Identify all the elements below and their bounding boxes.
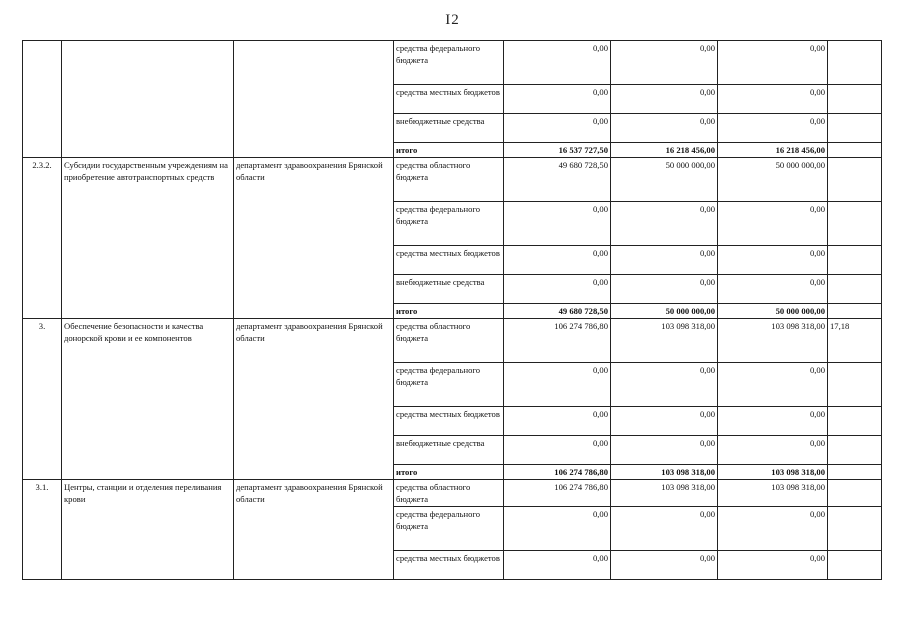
year1-amount-cell: 0,00	[504, 407, 611, 436]
program-name-cell: Обеспечение безопасности и качества донорской крови и ее компонентов	[62, 319, 234, 480]
funding-source-cell: средства местных бюджетов	[394, 551, 504, 580]
year1-amount-cell: 0,00	[504, 41, 611, 85]
extra-value-cell	[828, 85, 882, 114]
year1-amount-cell: 0,00	[504, 85, 611, 114]
year1-amount-cell: 49 680 728,50	[504, 158, 611, 202]
year3-amount-cell: 0,00	[718, 85, 828, 114]
funding-source-cell: средства федерального бюджета	[394, 507, 504, 551]
extra-value-cell: 17,18	[828, 319, 882, 363]
year1-amount-cell: 0,00	[504, 436, 611, 465]
year3-amount-cell: 0,00	[718, 114, 828, 143]
funding-source-cell: средства местных бюджетов	[394, 246, 504, 275]
extra-value-cell	[828, 202, 882, 246]
budget-table	[22, 40, 882, 580]
executor-cell: департамент здравоохранения Брянской области	[234, 319, 394, 480]
funding-source-cell: внебюджетные средства	[394, 114, 504, 143]
extra-value-cell	[828, 436, 882, 465]
year1-amount-cell: 0,00	[504, 507, 611, 551]
year1-amount-cell: 0,00	[504, 246, 611, 275]
extra-value-cell	[828, 363, 882, 407]
year2-amount-cell: 0,00	[611, 246, 718, 275]
executor-cell	[234, 41, 394, 158]
executor-cell: департамент здравоохранения Брянской области	[234, 480, 394, 580]
code-cell: 2.3.2.	[23, 158, 62, 319]
funding-source-cell: средства федерального бюджета	[394, 41, 504, 85]
year3-amount-cell: 0,00	[718, 41, 828, 85]
year1-amount-cell: 0,00	[504, 202, 611, 246]
year3-amount-cell: 103 098 318,00	[718, 480, 828, 507]
year2-amount-cell: 103 098 318,00	[611, 465, 718, 480]
extra-value-cell	[828, 158, 882, 202]
year2-amount-cell: 50 000 000,00	[611, 304, 718, 319]
year3-amount-cell: 50 000 000,00	[718, 158, 828, 202]
extra-value-cell	[828, 551, 882, 580]
year2-amount-cell: 50 000 000,00	[611, 158, 718, 202]
funding-source-cell: средства федерального бюджета	[394, 363, 504, 407]
code-cell	[23, 41, 62, 158]
code-cell: 3.1.	[23, 480, 62, 580]
table-row	[23, 480, 882, 507]
year3-amount-cell: 0,00	[718, 275, 828, 304]
funding-source-cell: внебюджетные средства	[394, 275, 504, 304]
extra-value-cell	[828, 480, 882, 507]
year3-amount-cell: 0,00	[718, 436, 828, 465]
funding-source-cell: итого	[394, 304, 504, 319]
funding-source-cell: средства областного бюджета	[394, 158, 504, 202]
program-name-cell: Центры, станции и отделения переливания крови	[62, 480, 234, 580]
year1-amount-cell: 0,00	[504, 275, 611, 304]
year3-amount-cell: 0,00	[718, 202, 828, 246]
year2-amount-cell: 0,00	[611, 507, 718, 551]
extra-value-cell	[828, 114, 882, 143]
year2-amount-cell: 103 098 318,00	[611, 319, 718, 363]
year3-amount-cell: 0,00	[718, 246, 828, 275]
year2-amount-cell: 0,00	[611, 202, 718, 246]
year1-amount-cell: 49 680 728,50	[504, 304, 611, 319]
year2-amount-cell: 0,00	[611, 275, 718, 304]
year1-amount-cell: 0,00	[504, 363, 611, 407]
executor-cell: департамент здравоохранения Брянской области	[234, 158, 394, 319]
year1-amount-cell: 16 537 727,50	[504, 143, 611, 158]
page-number: I2	[445, 12, 460, 28]
year1-amount-cell: 106 274 786,80	[504, 465, 611, 480]
year3-amount-cell: 50 000 000,00	[718, 304, 828, 319]
year1-amount-cell: 0,00	[504, 551, 611, 580]
table-row	[23, 158, 882, 202]
table-row	[23, 319, 882, 363]
funding-source-cell: итого	[394, 465, 504, 480]
funding-source-cell: внебюджетные средства	[394, 436, 504, 465]
extra-value-cell	[828, 275, 882, 304]
year2-amount-cell: 103 098 318,00	[611, 480, 718, 507]
year2-amount-cell: 0,00	[611, 407, 718, 436]
funding-source-cell: средства областного бюджета	[394, 480, 504, 507]
year3-amount-cell: 16 218 456,00	[718, 143, 828, 158]
funding-source-cell: средства местных бюджетов	[394, 407, 504, 436]
table-row	[23, 41, 882, 85]
program-name-cell	[62, 41, 234, 158]
year3-amount-cell: 103 098 318,00	[718, 465, 828, 480]
year2-amount-cell: 0,00	[611, 41, 718, 85]
funding-source-cell: итого	[394, 143, 504, 158]
funding-source-cell: средства областного бюджета	[394, 319, 504, 363]
extra-value-cell	[828, 465, 882, 480]
extra-value-cell	[828, 41, 882, 85]
year2-amount-cell: 0,00	[611, 551, 718, 580]
year3-amount-cell: 0,00	[718, 551, 828, 580]
year2-amount-cell: 0,00	[611, 85, 718, 114]
extra-value-cell	[828, 143, 882, 158]
extra-value-cell	[828, 507, 882, 551]
funding-source-cell: средства федерального бюджета	[394, 202, 504, 246]
year2-amount-cell: 0,00	[611, 436, 718, 465]
code-cell: 3.	[23, 319, 62, 480]
year1-amount-cell: 106 274 786,80	[504, 319, 611, 363]
year2-amount-cell: 0,00	[611, 363, 718, 407]
extra-value-cell	[828, 407, 882, 436]
year2-amount-cell: 0,00	[611, 114, 718, 143]
year3-amount-cell: 0,00	[718, 363, 828, 407]
extra-value-cell	[828, 304, 882, 319]
year3-amount-cell: 0,00	[718, 507, 828, 551]
year1-amount-cell: 106 274 786,80	[504, 480, 611, 507]
year3-amount-cell: 0,00	[718, 407, 828, 436]
funding-source-cell: средства местных бюджетов	[394, 85, 504, 114]
year1-amount-cell: 0,00	[504, 114, 611, 143]
year2-amount-cell: 16 218 456,00	[611, 143, 718, 158]
extra-value-cell	[828, 246, 882, 275]
year3-amount-cell: 103 098 318,00	[718, 319, 828, 363]
program-name-cell: Субсидии государственным учреждениям на приобретение автотранспортных средств	[62, 158, 234, 319]
